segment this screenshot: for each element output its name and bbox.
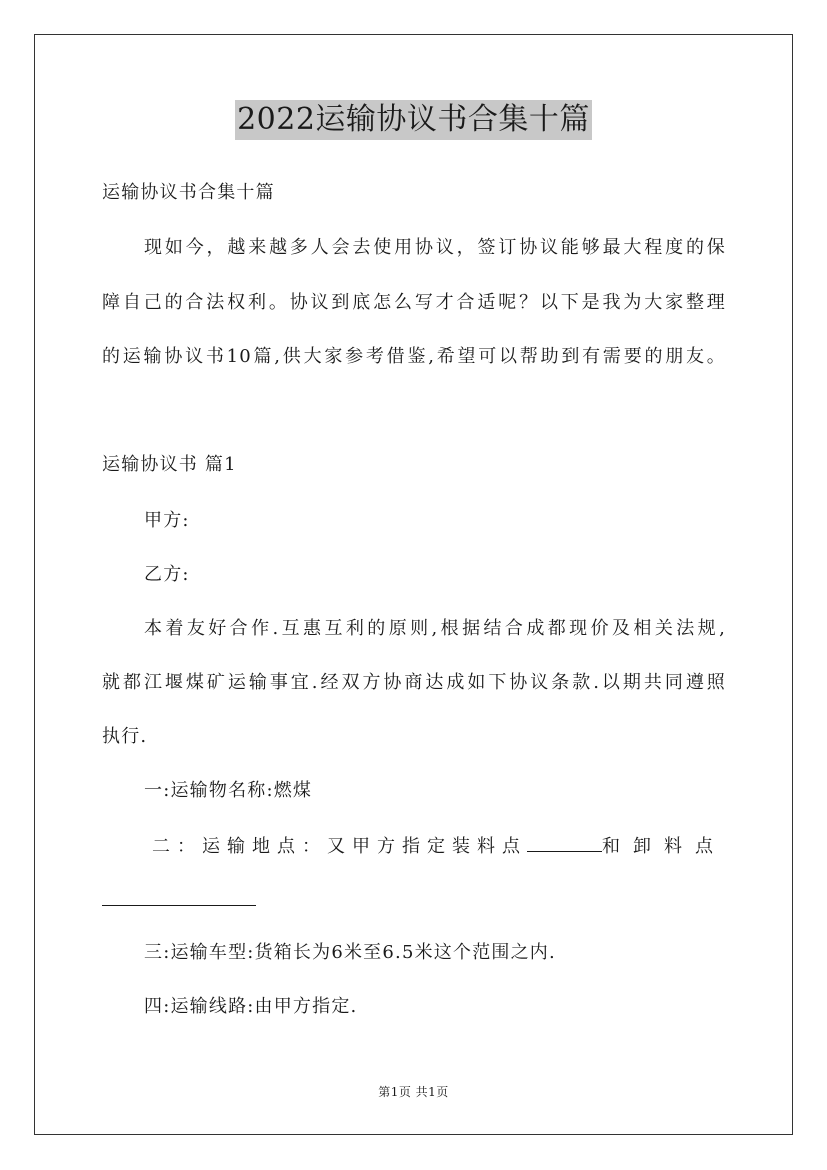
unloading-point-blank	[102, 887, 256, 906]
clause-2-mid: 和卸料点	[602, 836, 726, 857]
preamble-line-2: 就都江堰煤矿运输事宜.经双方协商达成如下协议条款.以期共同遵照	[102, 672, 726, 693]
clause-2	[152, 833, 726, 859]
document-subtitle: 运输协议书合集十篇	[102, 182, 275, 203]
title-container	[0, 100, 827, 140]
preamble-line-3: 执行.	[102, 726, 148, 747]
party-b-label: 乙方:	[144, 564, 190, 585]
section-heading: 运输协议书 篇1	[102, 454, 237, 475]
clause-3: 三:运输车型:货箱长为6米至6.5米这个范围之内.	[144, 942, 556, 963]
intro-line-3: 的运输协议书10篇,供大家参考借鉴,希望可以帮助到有需要的朋友。	[102, 346, 726, 367]
loading-point-blank	[527, 833, 602, 852]
clause-2-start: 二：运输地点：又甲方指定装料点	[152, 836, 527, 857]
intro-line-1: 现如今，越来越多人会去使用协议，签订协议能够最大程度的保	[144, 237, 726, 258]
clause-2-continued	[102, 887, 726, 913]
intro-line-2: 障自己的合法权利。协议到底怎么写才合适呢？以下是我为大家整理	[102, 292, 726, 313]
clause-4: 四:运输线路:由甲方指定.	[144, 996, 358, 1017]
document-title: 2022运输协议书合集十篇	[235, 100, 592, 140]
page-footer: 第1页 共1页	[378, 1085, 449, 1099]
clause-1: 一:运输物名称:燃煤	[144, 780, 313, 801]
preamble-line-1: 本着友好合作.互惠互利的原则,根据结合成都现价及相关法规,	[144, 618, 726, 639]
party-a-label: 甲方:	[144, 510, 190, 531]
